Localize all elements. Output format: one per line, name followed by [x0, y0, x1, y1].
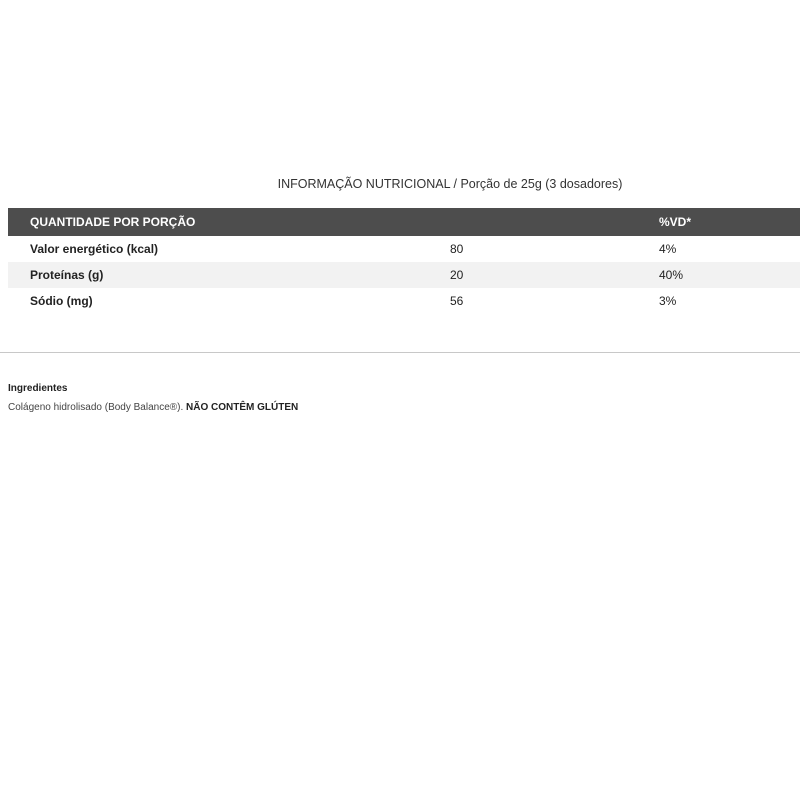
gluten-warning: NÃO CONTÊM GLÚTEN	[186, 402, 299, 413]
nutrient-name: Proteínas (g)	[30, 268, 104, 282]
nutrient-vd: 40%	[659, 268, 684, 282]
ingredients-text	[8, 402, 298, 413]
section-divider	[0, 352, 800, 353]
nutrient-quantity: 20	[450, 268, 464, 282]
nutrient-quantity: 80	[450, 242, 464, 256]
nutrition-title: INFORMAÇÃO NUTRICIONAL / Porção de 25g (3 dosadores)	[277, 177, 623, 191]
table-row	[8, 262, 800, 288]
nutrient-vd: 3%	[659, 294, 677, 308]
nutrient-vd: 4%	[659, 242, 677, 256]
nutrient-quantity: 56	[450, 294, 464, 308]
nutrition-table	[8, 208, 800, 314]
nutrient-name: Sódio (mg)	[30, 294, 93, 308]
ingredients-heading: Ingredientes	[8, 383, 68, 394]
table-header-row	[8, 208, 800, 236]
table-row	[8, 288, 800, 314]
table-row	[8, 236, 800, 262]
header-quantity-label: QUANTIDADE POR PORÇÃO	[30, 215, 196, 229]
nutrient-name: Valor energético (kcal)	[30, 242, 159, 256]
ingredients-list: Colágeno hidrolisado (Body Balance®).	[8, 402, 184, 413]
header-vd-label: %VD*	[659, 215, 692, 229]
